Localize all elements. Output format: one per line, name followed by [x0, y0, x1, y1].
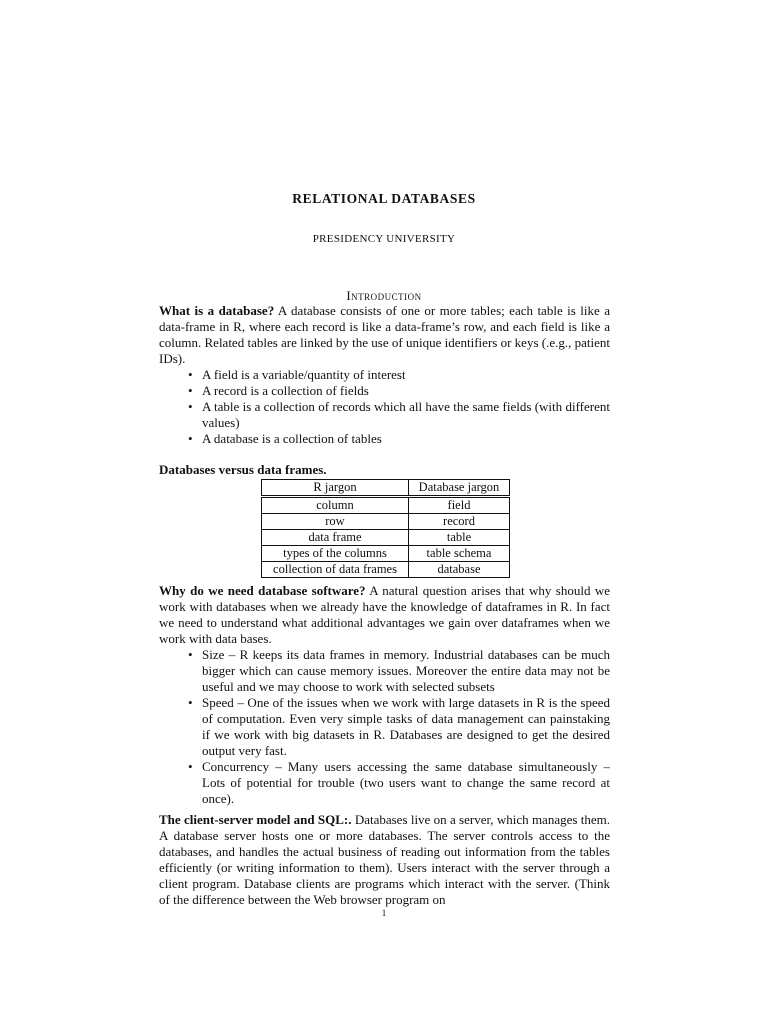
intro-run-head: What is a database?	[159, 303, 275, 318]
bullet-icon: •	[188, 759, 193, 774]
intro-bullet-list	[159, 367, 610, 447]
list-item: • A table is a collection of records which all have the same fields (with different values)	[188, 399, 610, 430]
bullet-icon: •	[188, 367, 193, 382]
table-cell: collection of data frames	[262, 562, 409, 578]
list-item: • Speed – One of the issues when we work with large datasets in R is the speed of computation. Even very simple tasks of data management can painstaking if we work with big datasets in R. Databases are designed to get the desired output very fast.	[188, 695, 610, 758]
client-server-text: Databases live on a server, which manages them. A database server hosts one or more databases. The server controls access to the databases, and handles the actual business of reading out information from the tables efficiently (or writing information to them). Users interact with the server through a client program. Database clients are programs which interact with the server. (Think of the difference between the Web browser program on	[159, 812, 610, 907]
bullet-icon: •	[188, 399, 193, 414]
page-number: 1	[381, 908, 387, 918]
table-cell: database	[409, 562, 510, 578]
table-cell: record	[409, 514, 510, 530]
list-item: • Size – R keeps its data frames in memory. Industrial databases can be much bigger which can cause memory issues. Moreover the entire data may not be useful and we may choose to work with selected subsets	[188, 647, 610, 694]
why-paragraph	[159, 583, 610, 647]
section-heading-introduction: Introduction	[346, 288, 422, 303]
table-cell: data frame	[262, 530, 409, 546]
intro-paragraph	[159, 303, 610, 367]
table-row	[262, 562, 510, 578]
table-cell: types of the columns	[262, 546, 409, 562]
comparison-heading: Databases versus data frames.	[159, 462, 327, 477]
table-header-r-jargon: R jargon	[262, 480, 409, 497]
paper-title: RELATIONAL DATABASES	[292, 191, 476, 206]
list-item: • A database is a collection of tables	[188, 431, 382, 446]
client-server-block	[159, 812, 610, 908]
list-item: • Concurrency – Many users accessing the same database simultaneously – Lots of potential for trouble (two users want to change the same record at once).	[188, 759, 610, 806]
intro-block	[159, 303, 610, 447]
table-cell: table schema	[409, 546, 510, 562]
paper-author: PRESIDENCY UNIVERSITY	[312, 233, 456, 245]
bullet-icon: •	[188, 647, 193, 662]
list-item: • A field is a variable/quantity of interest	[188, 367, 406, 382]
why-text: A natural question arises that why should we work with databases when we already have the knowledge of dataframes in R. In fact we need to understand what additional advantages we gain over dataframes when we work with data bases.	[159, 583, 610, 646]
table-cell: row	[262, 514, 409, 530]
why-bullet-list	[159, 647, 610, 807]
table-cell: column	[262, 497, 409, 514]
client-server-paragraph	[159, 812, 610, 908]
table-row	[262, 546, 510, 562]
table-cell: field	[409, 497, 510, 514]
jargon-table	[261, 479, 510, 578]
table-row	[262, 530, 510, 546]
table-header-database-jargon: Database jargon	[409, 480, 510, 497]
intro-text: A database consists of one or more tables; each table is like a data-frame in R, where each record is like a data-frame’s row, and each field is like a column. Related tables are linked by the use of unique identifiers or keys (.e.g., patient IDs).	[159, 303, 610, 366]
table-header-row	[262, 480, 510, 497]
table-cell: table	[409, 530, 510, 546]
table-row	[262, 514, 510, 530]
client-server-run-head: The client-server model and SQL:.	[159, 812, 352, 827]
why-block	[159, 583, 610, 807]
list-item: • A record is a collection of fields	[188, 383, 369, 398]
bullet-icon: •	[188, 383, 193, 398]
bullet-icon: •	[188, 431, 193, 446]
table-row	[262, 497, 510, 514]
why-run-head: Why do we need database software?	[159, 583, 366, 598]
bullet-icon: •	[188, 695, 193, 710]
